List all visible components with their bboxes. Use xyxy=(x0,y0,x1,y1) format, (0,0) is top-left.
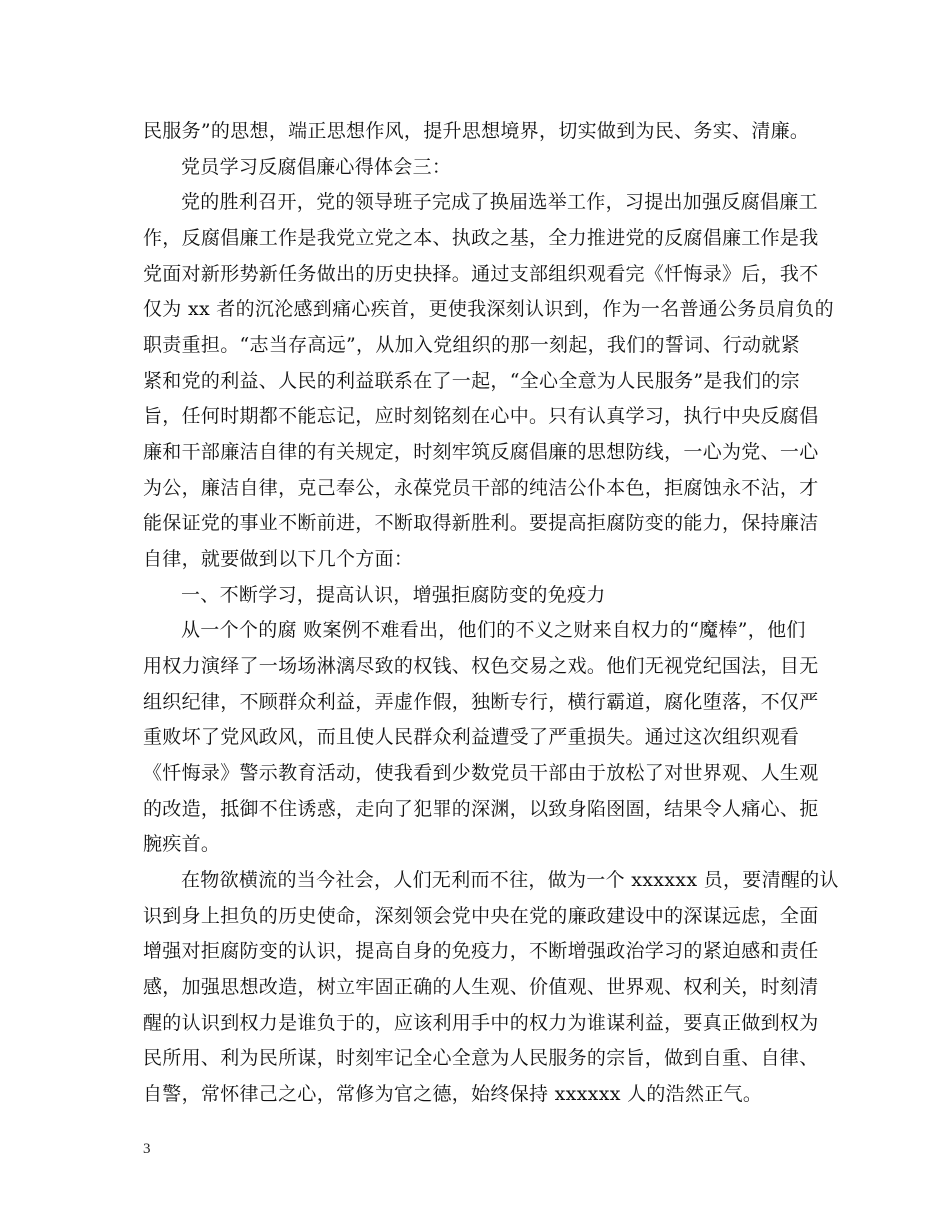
text-line: 用权力演绎了一场场淋漓尽致的权钱、权色交易之戏。他们无视党纪国法，目无 xyxy=(143,655,819,677)
section-heading: 党员学习反腐倡廉心得体会三： xyxy=(181,156,452,178)
text-line: 增强对拒腐防变的认识，提高自身的免疫力，不断增强政治学习的紧迫感和责任 xyxy=(143,940,819,962)
text-line: 从一个个的腐 败案例不难看出，他们的不义之财来自权力的“魔棒”，他们 xyxy=(181,619,806,641)
text-line: 党面对新形势新任务做出的历史抉择。通过支部组织观看完《忏悔录》后，我不 xyxy=(143,263,819,285)
text-line: 《忏悔录》警示教育活动，使我看到少数党员干部由于放松了对世界观、人生观 xyxy=(143,762,819,784)
text-line: 的改造，抵御不住诱惑，走向了犯罪的深渊，以致身陷囹圄，结果令人痛心、扼 xyxy=(143,798,819,820)
text-line: 职责重担。“志当存高远”，从加入党组织的那一刻起，我们的誓词、行动就紧 xyxy=(143,334,800,356)
text-line: 在物欲横流的当今社会，人们无利而不往，做为一个 xxxxxx 员，要清醒的认 xyxy=(181,869,839,891)
text-line: 识到身上担负的历史使命，深刻领会党中央在党的廉政建设中的深谋远虑，全面 xyxy=(143,905,819,927)
text-line: 作，反腐倡廉工作是我党立党之本、执政之基，全力推进党的反腐倡廉工作是我 xyxy=(143,227,819,249)
text-line: 组织纪律，不顾群众利益，弄虚作假，独断专行，横行霸道，腐化堕落，不仅严 xyxy=(143,691,819,713)
text-line: 重败坏了党风政风，而且使人民群众利益遭受了严重损失。通过这次组织观看 xyxy=(143,726,800,748)
text-line: 旨，任何时期都不能忘记，应时刻铭刻在心中。只有认真学习，执行中央反腐倡 xyxy=(143,405,819,427)
text-line: 民所用、利为民所谋，时刻牢记全心全意为人民服务的宗旨，做到自重、自律、 xyxy=(143,1047,819,1069)
text-line: 为公，廉洁自律，克己奉公，永葆党员干部的纯洁公仆本色，拒腐蚀永不沾，才 xyxy=(143,477,819,499)
text-line: 廉和干部廉洁自律的有关规定，时刻牢筑反腐倡廉的思想防线，一心为党、一心 xyxy=(143,441,819,463)
text-line: 紧和党的利益、人民的利益联系在了一起，“全心全意为人民服务”是我们的宗 xyxy=(143,370,800,392)
text-line: 党的胜利召开，党的领导班子完成了换届选举工作，习提出加强反腐倡廉工 xyxy=(181,191,818,213)
text-line: 自律，就要做到以下几个方面： xyxy=(143,548,414,570)
page-number: 3 xyxy=(143,1141,151,1157)
text-line: 民服务”的思想，端正思想作风，提升思想境界，切实做到为民、务实、清廉。 xyxy=(143,120,810,142)
text-line: 仅为 xx 者的沉沦感到痛心疾首，更使我深刻认识到，作为一名普通公务员肩负的 xyxy=(143,298,834,320)
section-heading: 一、不断学习，提高认识，增强拒腐防变的免疫力 xyxy=(181,584,606,606)
text-line: 自警，常怀律己之心，常修为官之德，始终保持 xxxxxx 人的浩然正气。 xyxy=(143,1083,763,1105)
text-line: 醒的认识到权力是谁负于的，应该利用手中的权力为谁谋利益，要真正做到权为 xyxy=(143,1012,819,1034)
text-line: 腕疾首。 xyxy=(143,833,221,855)
text-line: 感，加强思想改造，树立牢固正确的人生观、价值观、世界观、权利关，时刻清 xyxy=(143,976,819,998)
text-line: 能保证党的事业不断前进，不断取得新胜利。要提高拒腐防变的能力，保持廉洁 xyxy=(143,512,819,534)
